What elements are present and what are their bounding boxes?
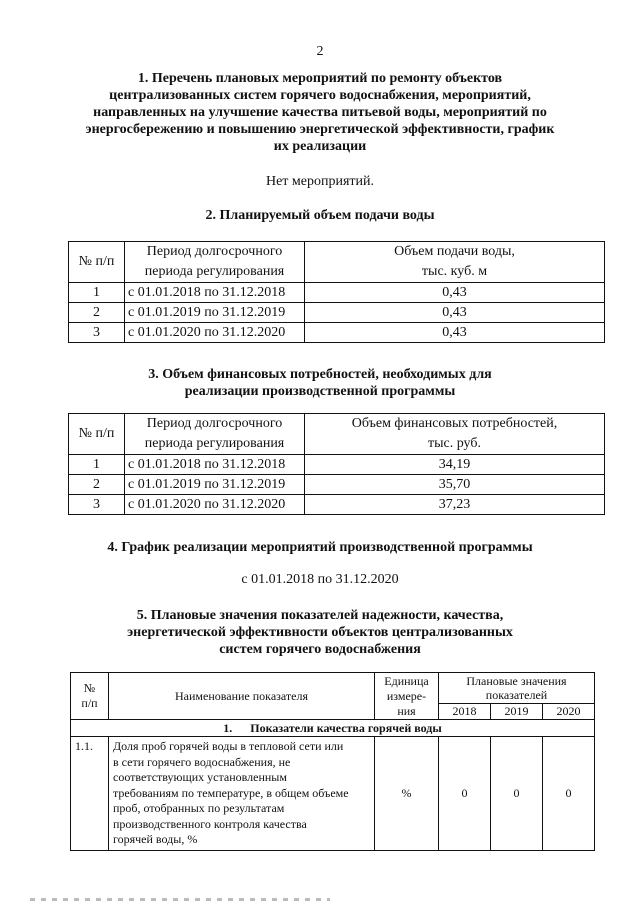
header-period-line: Период долгосрочного (146, 416, 283, 431)
table-row (69, 323, 605, 343)
row-num: 1 (69, 455, 125, 475)
section1-title-line: централизованных систем горячего водоснабжения, мероприятий, (109, 88, 531, 103)
header-period-line: периода регулирования (144, 436, 285, 451)
row-period: с 01.01.2019 по 31.12.2019 (125, 475, 305, 495)
row-num: 3 (69, 495, 125, 515)
table-row (69, 283, 605, 303)
description-line: проб, отобранных по результатам (113, 801, 285, 815)
header-year: 2020 (543, 704, 595, 720)
section1-title-line: направленных на улучшение качества питьевой воды, мероприятий по (93, 105, 547, 120)
page-number: 2 (316, 44, 324, 59)
section4-text: с 01.01.2018 по 31.12.2020 (241, 572, 399, 587)
header-unit (375, 673, 439, 720)
row-num: 2 (69, 303, 125, 323)
table-row (69, 495, 605, 515)
row-num: 2 (69, 475, 125, 495)
table-group-row (71, 720, 595, 737)
header-plan (439, 673, 595, 704)
row-num: 1 (69, 283, 125, 303)
row-description (109, 737, 375, 851)
row-value-2018: 0 (439, 737, 491, 851)
header-num: № п/п (69, 242, 125, 283)
header-plan-line: Плановые значения (466, 674, 567, 688)
financial-needs-table (68, 413, 605, 515)
row-value: 35,70 (305, 475, 605, 495)
header-value-line: тыс. куб. м (421, 264, 488, 279)
table-header-row (69, 242, 605, 283)
row-value: 34,19 (305, 455, 605, 475)
header-unit-line: Единица (384, 673, 429, 688)
table-row (69, 303, 605, 323)
row-value-2020: 0 (543, 737, 595, 851)
table-header-row (71, 673, 595, 704)
section4-title: 4. График реализации мероприятий производственной программы (107, 540, 533, 555)
header-value-line: Объем подачи воды, (394, 244, 515, 259)
row-period: с 01.01.2018 по 31.12.2018 (125, 283, 305, 303)
table-row (71, 737, 595, 851)
section5-title-line: энергетической эффективности объектов централизованных (127, 625, 513, 640)
row-value-2019: 0 (491, 737, 543, 851)
section5-title-line: систем горячего водоснабжения (219, 642, 421, 657)
header-value-line: тыс. руб. (428, 436, 481, 451)
row-period: с 01.01.2020 по 31.12.2020 (125, 323, 305, 343)
table-header-row (69, 414, 605, 455)
row-num: 3 (69, 323, 125, 343)
header-name: Наименование показателя (109, 673, 375, 720)
row-value: 0,43 (305, 283, 605, 303)
group-title: 1. Показатели качества горячей воды (71, 720, 595, 737)
header-unit-line: ния (397, 703, 416, 718)
section1-title-line: их реализации (273, 139, 367, 154)
table-row (69, 475, 605, 495)
row-period: с 01.01.2019 по 31.12.2019 (125, 303, 305, 323)
header-value (305, 414, 605, 455)
row-value: 0,43 (305, 323, 605, 343)
header-value (305, 242, 605, 283)
description-line: в сети горячего водоснабжения, не (113, 754, 291, 769)
section1-title-line: энергосбережению и повышению энергетической эффективности, график (85, 122, 555, 137)
indicators-table (70, 672, 595, 851)
section1-title-line: 1. Перечень плановых мероприятий по ремонту объектов (137, 71, 503, 86)
row-unit: % (375, 737, 439, 851)
header-num: № п/п (69, 414, 125, 455)
header-period (125, 414, 305, 455)
header-plan-line: показателей (485, 688, 548, 702)
header-year: 2019 (491, 704, 543, 720)
section2-title: 2. Планируемый объем подачи воды (205, 208, 435, 223)
header-period-line: периода регулирования (144, 264, 285, 279)
water-supply-table (68, 241, 605, 343)
header-num-line: № (83, 681, 96, 695)
description-line: требованиям по температуре, в общем объеме (113, 785, 349, 800)
header-unit-line: измере- (386, 688, 427, 703)
row-num: 1.1. (71, 737, 109, 851)
scan-artifact (30, 898, 330, 901)
header-year: 2018 (439, 704, 491, 720)
section3-title-line: 3. Объем финансовых потребностей, необходимых для (148, 367, 492, 382)
description-line: Доля проб горячей воды в тепловой сети или (113, 739, 344, 753)
header-value-line: Объем финансовых потребностей, (351, 416, 558, 431)
description-line: горячей воды, % (113, 832, 198, 846)
section5-title-line: 5. Плановые значения показателей надежности, качества, (136, 608, 504, 623)
section1-text: Нет мероприятий. (265, 174, 375, 189)
description-line: производственного контроля качества (113, 816, 307, 831)
description-line: соответствующих установленным (113, 770, 287, 784)
header-period (125, 242, 305, 283)
row-value: 0,43 (305, 303, 605, 323)
row-period: с 01.01.2020 по 31.12.2020 (125, 495, 305, 515)
header-num (71, 673, 109, 720)
table-row (69, 455, 605, 475)
row-period: с 01.01.2018 по 31.12.2018 (125, 455, 305, 475)
header-num-line: п/п (81, 696, 98, 710)
header-period-line: Период долгосрочного (146, 244, 283, 259)
section3-title-line: реализации производственной программы (184, 384, 456, 399)
row-value: 37,23 (305, 495, 605, 515)
